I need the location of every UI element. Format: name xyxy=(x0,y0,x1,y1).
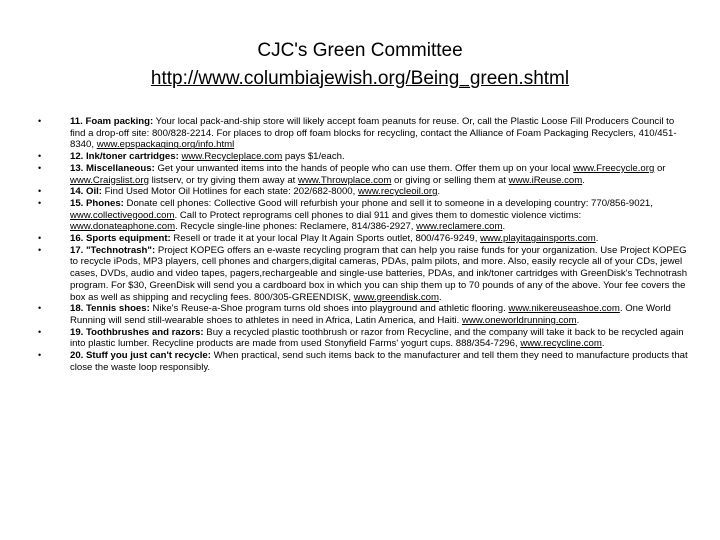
item-text: When practical, send such items back to the manufacturer and tell them they need to manufacture products that close the waste loop responsibly. xyxy=(70,350,688,373)
item-label: 19. Toothbrushes and razors: xyxy=(70,326,204,338)
item-text: . xyxy=(439,291,442,303)
item-label: 12. Ink/toner cartridges: xyxy=(70,151,179,163)
item-link[interactable]: www.recycleoil.org xyxy=(357,186,438,198)
item-label: 11. Foam packing: xyxy=(70,116,154,127)
item-link[interactable]: www.reclamere.com xyxy=(416,221,503,233)
item-text: Nike's Reuse-a-Shoe program turns old shoes into playground and athletic flooring. xyxy=(149,303,509,315)
item-link[interactable]: www.Throwplace.com xyxy=(298,174,392,186)
item-text: or xyxy=(654,162,666,174)
item-link[interactable]: www.epspackaging.org/info.html xyxy=(96,139,235,151)
list-item xyxy=(38,186,690,198)
item-link[interactable]: www.iReuse.com xyxy=(508,174,583,186)
bullet-icon: • xyxy=(38,350,42,361)
list-item xyxy=(38,303,690,326)
item-link[interactable]: www.playitagainsports.com xyxy=(480,233,596,245)
item-text: . xyxy=(582,174,585,186)
recycling-list xyxy=(38,116,690,373)
item-text: listserv, or try giving them away at xyxy=(148,174,299,186)
bullet-icon: • xyxy=(38,151,42,162)
item-text: Resell or trade it at your local Play It Again Sports outlet, 800/476-9249, xyxy=(170,233,481,245)
list-item xyxy=(38,327,690,350)
item-text: . xyxy=(502,221,506,233)
bullet-icon: • xyxy=(38,303,42,314)
item-text: Project KOPEG offers an e-waste recycling program that can help you raise funds for your organization. Use Project KOPEG to recycle iPods, MP3 players, cell phones and chargers,digital cameras, PDAs, palm pilots, and more. Also, easily recycle all of your CDs, jewel cases, DVDs, audio and video tapes, pagers,rechargeable and single-use batteries, PDAs, and ink/toner cartridges with GreenDisk's Technotrash program. For $30, GreenDisk will send you a cardboard box in which you can ship them up to 70 pounds of any of the above. Your fee covers the box as well as shipping and recycling fees. 800/305-GREENDISK, xyxy=(70,244,688,303)
item-text: . Call to Protect reprograms cell phones to dial 911 and gives them to domestic violence victims: xyxy=(174,209,582,221)
item-text: . One World Running will send still-wearable shoes to athletes in need in Africa, Latin America, and Haiti. xyxy=(70,303,671,326)
item-link[interactable]: www.recycline.com xyxy=(520,338,602,350)
item-text: Find Used Motor Oil Hotlines for each state: 202/682-8000, xyxy=(102,186,358,198)
item-label: 15. Phones: xyxy=(70,197,124,209)
item-link[interactable]: www.greendisk.com xyxy=(353,291,440,303)
bullet-icon: • xyxy=(38,197,42,208)
item-text: Get your unwanted items into the hands of people who can use them. Offer them up on your local xyxy=(154,162,574,174)
item-label: 17. "Technotrash": xyxy=(70,244,156,256)
item-label: 13. Miscellaneous: xyxy=(70,162,155,174)
item-link[interactable]: www.nikereuseashoe.com xyxy=(508,303,620,315)
item-text: Buy a recycled plastic toothbrush or razor from Recycline, and the company will take it back to be recycled again into plastic lumber. Recycline products are made from used Stonyfield Farms' yogurt cups. 888/354-7296, xyxy=(70,326,684,350)
list-item xyxy=(38,151,690,163)
item-text: . xyxy=(595,233,599,245)
item-text: . Recycle single-line phones: Reclamere, 814/386-2927, xyxy=(175,221,417,233)
bullet-icon: • xyxy=(38,233,42,244)
list-item xyxy=(38,350,690,373)
item-text: pays $1/each. xyxy=(282,151,345,163)
item-link[interactable]: www.Craigslist.org xyxy=(70,174,149,186)
item-text: . xyxy=(601,338,605,350)
bullet-icon: • xyxy=(38,162,42,173)
list-item xyxy=(38,116,690,151)
item-link[interactable]: www.Freecycle.org xyxy=(573,162,655,174)
list-item xyxy=(38,245,690,304)
item-label: 16. Sports equipment: xyxy=(70,233,171,245)
list-item xyxy=(38,233,690,245)
item-link[interactable]: www.oneworldrunning.com xyxy=(461,314,577,326)
slide-title: CJC's Green Committee xyxy=(257,40,463,61)
bullet-icon: • xyxy=(38,186,42,197)
item-text: or giving or selling them at xyxy=(391,174,509,186)
list-item xyxy=(38,198,690,233)
bullet-icon: • xyxy=(38,116,42,126)
item-text: . xyxy=(576,314,580,326)
source-link[interactable]: http://www.columbiajewish.org/Being_green.shtml xyxy=(150,68,570,89)
bullet-icon: • xyxy=(38,244,42,255)
item-text: . xyxy=(437,186,441,198)
item-text: Donate cell phones: Collective Good will refurbish your phone and sell it to someone in a developing country: 770/856-9021, xyxy=(123,197,653,209)
item-link[interactable]: www.donateaphone.com xyxy=(70,221,176,233)
item-link[interactable]: www.collectivegood.com xyxy=(70,209,175,221)
list-item xyxy=(38,163,690,186)
item-link[interactable]: www.Recycleplace.com xyxy=(181,151,283,163)
item-label: 20. Stuff you just can't recycle: xyxy=(70,350,211,362)
bullet-icon: • xyxy=(38,326,42,337)
item-label: 18. Tennis shoes: xyxy=(70,303,150,315)
item-label: 14. Oil: xyxy=(70,186,102,198)
item-text: Your local pack-and-ship store will likely accept foam peanuts for reuse. Or, call the Plastic Loose Fill Producers Council to find a drop-off site: 800/828-2214. For places to drop off foam blocks for recycling, contact the Alliance of Foam Packaging Recyclers, 410/451-8340, xyxy=(70,116,677,151)
